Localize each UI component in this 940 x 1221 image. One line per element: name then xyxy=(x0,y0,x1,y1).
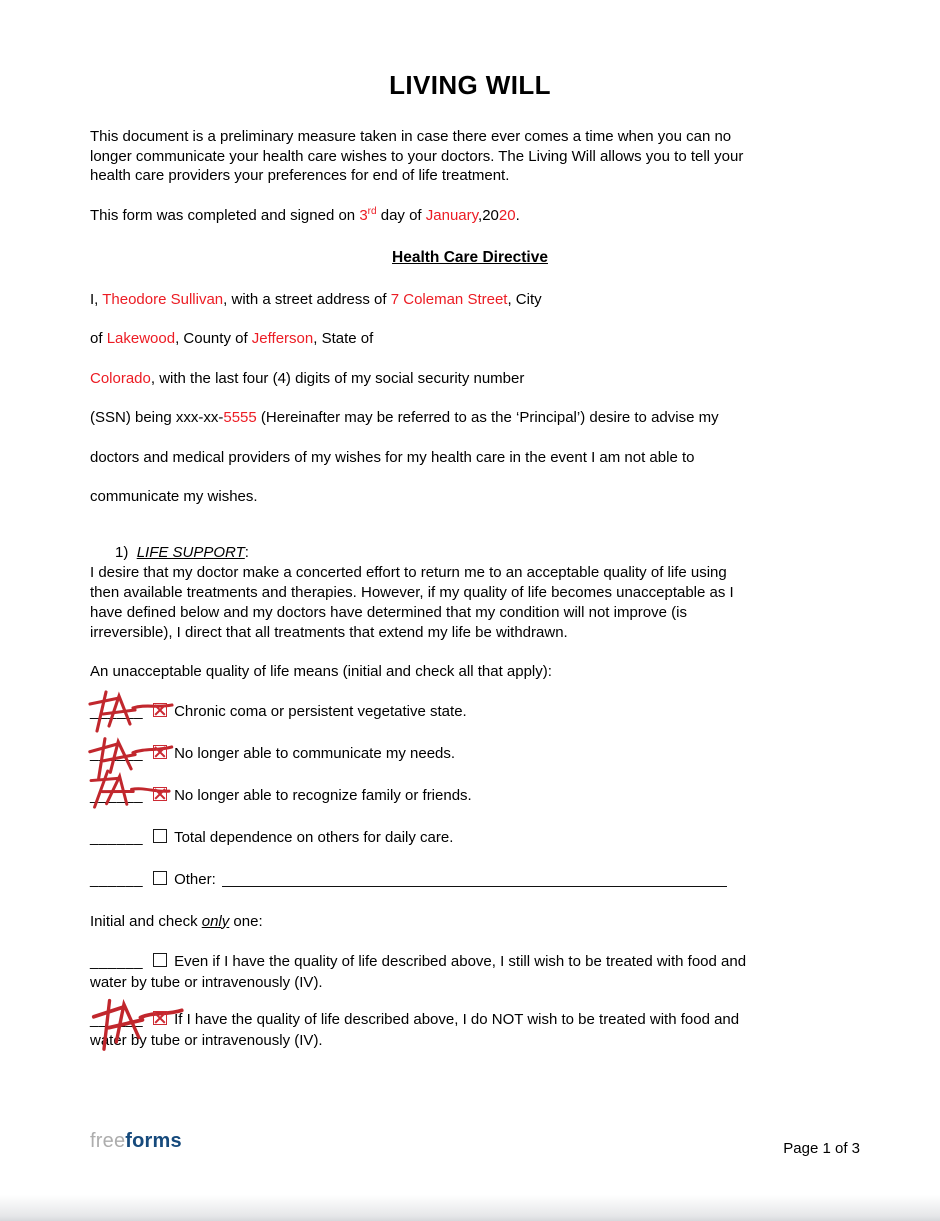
option-label: Chronic coma or persistent vegetative state. xyxy=(174,702,467,720)
filled-value: 20 xyxy=(498,206,516,224)
quality-of-life-prompt: An unacceptable quality of life means (initial and check all that apply): xyxy=(90,662,552,680)
quality-of-life-options xyxy=(90,702,850,890)
static-text: I, xyxy=(90,290,103,308)
static-text: This form was completed and signed on xyxy=(90,206,360,224)
static-text: (SSN) being xxx-xx- xyxy=(90,409,224,426)
initials-blank-line[interactable]: ______ xyxy=(90,870,144,888)
intro-paragraph xyxy=(90,127,850,186)
checkbox-unchecked[interactable] xyxy=(153,953,167,967)
life-support-colon: : xyxy=(244,543,249,561)
option-label: Total dependence on others for daily care. xyxy=(174,828,454,846)
option-label: No longer able to recognize family or friends. xyxy=(174,786,472,804)
checkbox-option-row xyxy=(90,870,850,890)
signed-date-line xyxy=(90,206,850,226)
page-number: Page 1 of 3 xyxy=(783,1140,860,1157)
checkbox-checked[interactable] xyxy=(153,745,167,759)
checkbox-option-row xyxy=(90,1010,850,1052)
initials-blank-line[interactable]: ______ xyxy=(90,952,144,970)
filled-value: 3 xyxy=(359,206,368,224)
option-label-continuation: water by tube or intravenously (IV). xyxy=(90,973,323,991)
freeforms-logo xyxy=(90,1130,182,1153)
logo-forms-text: forms xyxy=(125,1130,182,1152)
static-text: . xyxy=(515,206,520,224)
filled-value: 7 Coleman Street xyxy=(390,290,508,308)
text-line: then available treatments and therapies. However, if my quality of life becomes unacceptable as I xyxy=(90,583,734,601)
option-label: Other: xyxy=(174,870,216,888)
filled-value: January xyxy=(425,206,479,224)
text-line xyxy=(90,319,850,359)
text-line: health care providers your preferences for end of life treatment. xyxy=(90,167,510,184)
health-care-directive-heading: Health Care Directive xyxy=(392,248,548,266)
checkbox-checked[interactable] xyxy=(153,787,167,801)
life-support-title: LIFE SUPPORT xyxy=(136,543,245,561)
text-line: This document is a preliminary measure taken in case there ever comes a time when you can no xyxy=(90,128,732,145)
static-text: of xyxy=(90,330,107,347)
checkbox-unchecked[interactable] xyxy=(153,871,167,885)
filled-value: 5555 xyxy=(223,409,257,426)
static-text: ,20 xyxy=(478,206,499,224)
filled-value: Theodore Sullivan xyxy=(102,290,224,308)
static-text: , County of xyxy=(175,330,252,347)
static-text: , with the last four (4) digits of my social security number xyxy=(150,369,525,387)
section-number: 1) xyxy=(115,543,129,561)
initials-blank-line[interactable]: ______ xyxy=(90,744,144,762)
checkbox-option-row xyxy=(90,744,850,764)
text-line xyxy=(90,398,850,438)
static-text: Initial and check xyxy=(90,912,202,930)
static-text: , State of xyxy=(313,330,374,347)
text-line: irreversible), I direct that all treatments that extend my life be withdrawn. xyxy=(90,623,568,641)
static-text: (Hereinafter may be referred to as the ‘Principal’) desire to advise my xyxy=(256,409,719,426)
initials-blank-line[interactable]: ______ xyxy=(90,702,144,720)
text-line: I desire that my doctor make a concerted effort to return me to an acceptable quality of life using xyxy=(90,563,727,581)
static-text: day of xyxy=(376,206,426,224)
page-bottom-edge xyxy=(0,1195,940,1221)
life-support-heading xyxy=(90,543,850,563)
static-text: , with a street address of xyxy=(223,290,391,308)
filled-value: rd xyxy=(367,205,377,217)
option-label: Even if I have the quality of life described above, I still wish to be treated with food and xyxy=(174,952,747,970)
text-line xyxy=(90,477,850,517)
checkbox-unchecked[interactable] xyxy=(153,829,167,843)
directive-paragraph xyxy=(90,280,850,517)
option-label: No longer able to communicate my needs. xyxy=(174,744,456,762)
feeding-options xyxy=(90,952,850,1052)
text-line xyxy=(90,280,850,320)
other-fill-line[interactable] xyxy=(222,872,727,887)
checkbox-option-row xyxy=(90,786,850,806)
checkbox-checked[interactable] xyxy=(153,703,167,717)
initials-blank-line[interactable]: ______ xyxy=(90,786,144,804)
checkbox-option-row xyxy=(90,702,850,722)
static-text: doctors and medical providers of my wishes for my health care in the event I am not able to xyxy=(90,448,695,466)
checkbox-option-row xyxy=(90,828,850,848)
text-line: longer communicate your health care wishes to your doctors. The Living Will allows you to tell your xyxy=(90,147,744,165)
life-support-paragraph xyxy=(90,563,850,643)
static-text: , City xyxy=(507,290,542,308)
option-label: If I have the quality of life described above, I do NOT wish to be treated with food and xyxy=(174,1010,740,1028)
filled-value: Jefferson xyxy=(251,330,314,347)
checkbox-option-row xyxy=(90,952,850,994)
initials-blank-line[interactable]: ______ xyxy=(90,1010,144,1028)
filled-value: Lakewood xyxy=(106,330,176,347)
document-title: LIVING WILL xyxy=(389,70,551,100)
text-line xyxy=(90,359,850,399)
checkbox-checked[interactable] xyxy=(153,1011,167,1025)
text-line xyxy=(90,438,850,478)
option-label-continuation: water by tube or intravenously (IV). xyxy=(90,1031,323,1049)
static-text: communicate my wishes. xyxy=(90,488,258,505)
initials-blank-line[interactable]: ______ xyxy=(90,828,144,846)
logo-free-text: free xyxy=(90,1130,126,1152)
only-one-prompt xyxy=(90,912,850,932)
filled-value: Colorado xyxy=(90,369,151,387)
static-text: only xyxy=(201,912,230,930)
text-line: have defined below and my doctors have determined that my condition will not improve (is xyxy=(90,603,687,621)
static-text: one: xyxy=(229,912,263,930)
